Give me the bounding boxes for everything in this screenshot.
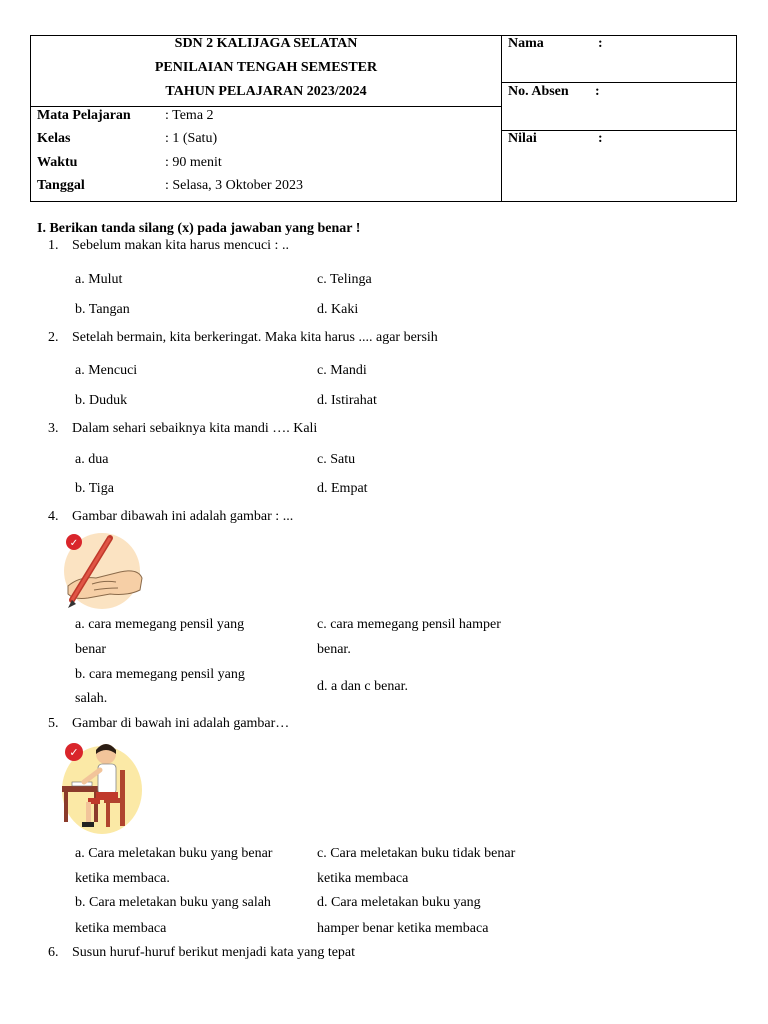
question-number: 5. [48,716,59,731]
answer-option-cont: ketika membaca. [75,871,170,886]
answer-option[interactable]: b. Tiga [75,481,114,496]
answer-option[interactable]: c. Telinga [317,272,372,287]
answer-option[interactable]: b. Duduk [75,393,128,408]
svg-text:✓: ✓ [69,746,79,759]
question-text: Gambar dibawah ini adalah gambar : ... [72,509,294,524]
question-text: Setelah bermain, kita berkeringat. Maka kita harus .... agar bersih [72,330,438,345]
nama-colon: : [598,36,603,51]
question-number: 2. [48,330,59,345]
answer-option[interactable]: d. a dan c benar. [317,679,408,694]
answer-option-cont: benar [75,642,107,657]
question-text: Susun huruf-huruf berikut menjadi kata yang tepat [72,945,356,960]
question-text: Gambar di bawah ini adalah gambar… [72,716,290,731]
section-title: I. Berikan tanda silang (x) pada jawaban yang benar ! [37,221,361,236]
answer-option[interactable]: c. Satu [317,452,356,467]
info-value-tanggal: : Selasa, 3 Oktober 2023 [165,178,304,193]
answer-option[interactable]: d. Istirahat [317,393,377,408]
info-value-mapel: : Tema 2 [165,108,214,123]
pencil-grip-illustration [58,528,146,610]
svg-text:✓: ✓ [69,538,79,549]
answer-option-cont: ketika membaca [317,871,409,886]
answer-option[interactable]: b. Tangan [75,302,130,317]
answer-option-cont: hamper benar ketika membaca [317,921,489,936]
answer-option[interactable]: a. Cara meletakan buku yang benar [75,846,273,861]
answer-option[interactable]: c. Cara meletakan buku tidak benar [317,846,516,861]
answer-option[interactable]: c. Mandi [317,363,367,378]
answer-option[interactable]: a. dua [75,452,109,467]
question-number: 1. [48,238,59,253]
absen-label: No. Absen [508,84,569,99]
nilai-label: Nilai [508,131,537,146]
exam-title: PENILAIAN TENGAH SEMESTER [154,60,378,75]
question-number: 4. [48,509,59,524]
school-name: SDN 2 KALIJAGA SELATAN [174,36,358,51]
nilai-colon: : [598,131,603,146]
answer-option[interactable]: b. cara memegang pensil yang [75,667,245,682]
question-text: Sebelum makan kita harus mencuci : .. [72,238,289,253]
school-year: TAHUN PELAJARAN 2023/2024 [165,84,367,99]
question-number: 6. [48,945,59,960]
answer-option[interactable]: a. cara memegang pensil yang [75,617,245,632]
answer-option[interactable]: b. Cara meletakan buku yang salah [75,895,271,910]
question-number: 3. [48,421,59,436]
answer-option[interactable]: d. Kaki [317,302,359,317]
answer-option[interactable]: c. cara memegang pensil hamper [317,617,501,632]
answer-option-cont: ketika membaca [75,921,167,936]
info-label-tanggal: Tanggal [37,178,85,193]
answer-option-cont: salah. [75,691,108,706]
info-value-kelas: : 1 (Satu) [165,131,218,146]
answer-option-cont: benar. [317,642,351,657]
answer-option[interactable]: a. Mencuci [75,363,138,378]
nama-label: Nama [508,36,544,51]
answer-option[interactable]: d. Cara meletakan buku yang [317,895,481,910]
info-value-waktu: : 90 menit [165,155,222,170]
answer-option[interactable]: d. Empat [317,481,368,496]
info-label-kelas: Kelas [37,131,71,146]
question-text: Dalam sehari sebaiknya kita mandi …. Kali [72,421,318,436]
absen-colon: : [595,84,600,99]
info-label-mapel: Mata Pelajaran [37,108,131,123]
answer-option[interactable]: a. Mulut [75,272,123,287]
info-label-waktu: Waktu [37,155,78,170]
reading-posture-illustration [58,736,146,836]
